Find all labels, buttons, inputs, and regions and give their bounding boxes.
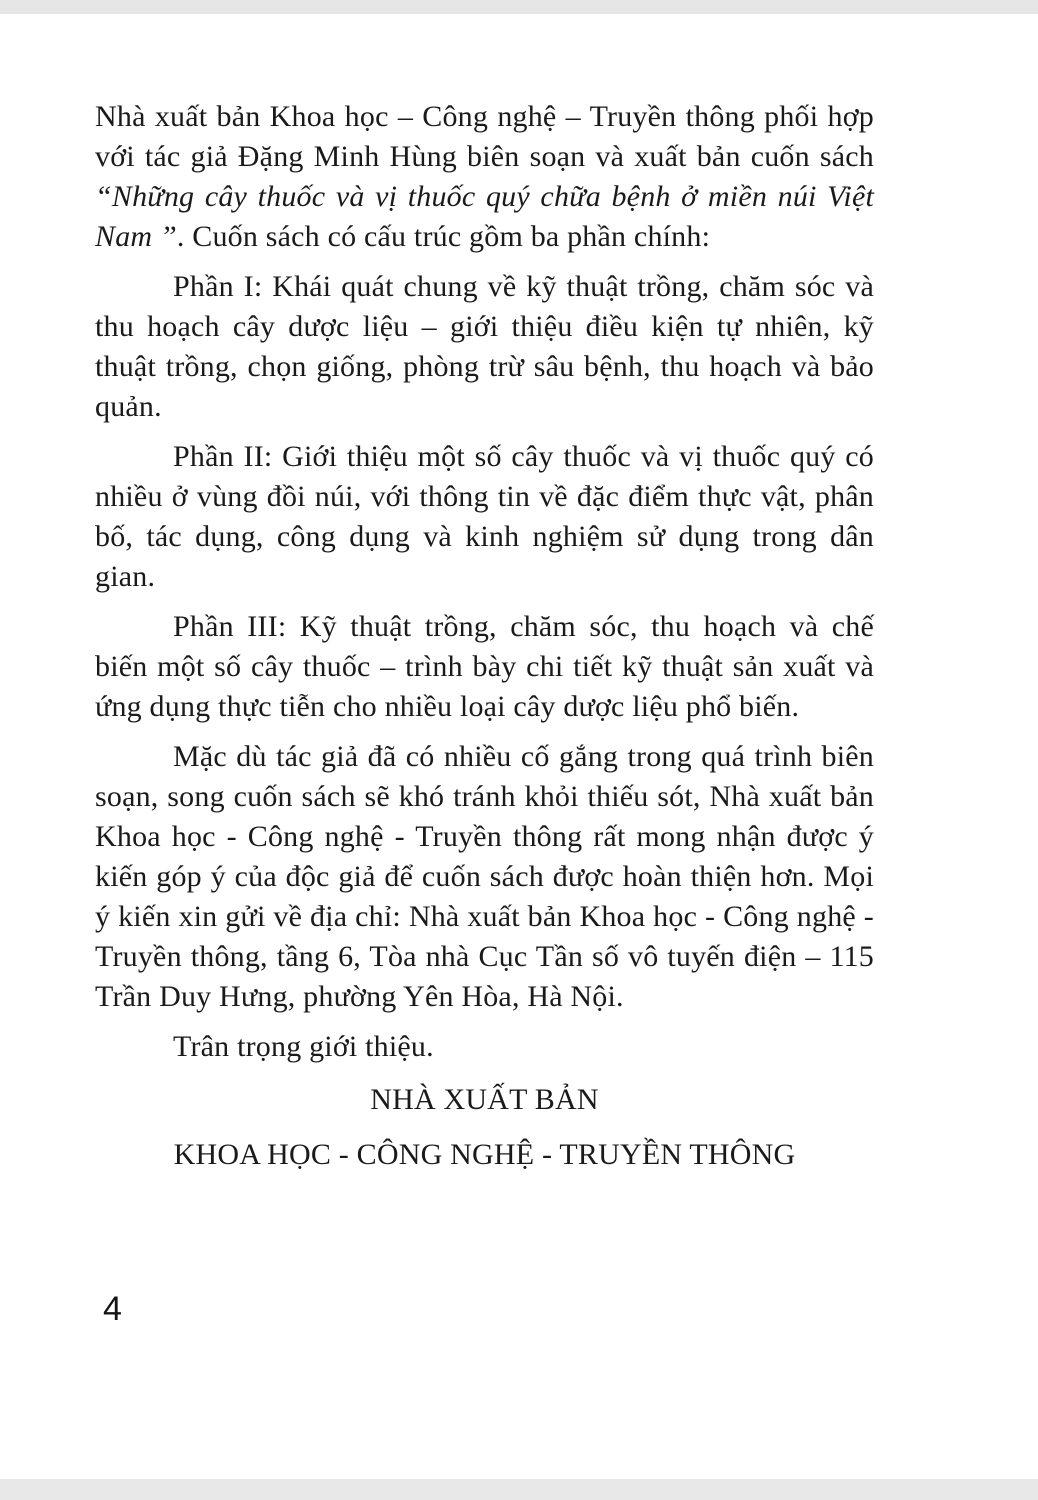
- intro-after-title: . Cuốn sách có cấu trúc gồm ba phần chính:: [176, 220, 711, 253]
- paragraph-part-1: Phần I: Khái quát chung về kỹ thuật trồng, chăm sóc và thu hoạch cây dược liệu – giới thiệu điều kiện tự nhiên, kỹ thuật trồng, chọn giống, phòng trừ sâu bệnh, thu hoạch và bảo quản.: [95, 270, 874, 423]
- regards-line: Trân trọng giới thiệu.: [173, 1030, 434, 1063]
- book-title-italic: “Những cây thuốc và vị thuốc quý chữa bệnh ở miền núi Việt Nam ”: [95, 180, 874, 253]
- scan-edge-top: [0, 0, 1038, 14]
- scan-edge-bottom: [0, 1479, 1038, 1500]
- paragraph-part-3: Phần III: Kỹ thuật trồng, chăm sóc, thu hoạch và chế biến một số cây thuốc – trình bày chi tiết kỹ thuật sản xuất và ứng dụng thực tiễn cho nhiều loại cây dược liệu phổ biến.: [95, 610, 874, 723]
- page-number: 4: [103, 1290, 122, 1328]
- publisher-signoff-line-1: NHÀ XUẤT BẢN: [370, 1083, 599, 1116]
- paragraph-closing: Mặc dù tác giả đã có nhiều cố gắng trong quá trình biên soạn, song cuốn sách sẽ khó tránh khỏi thiếu sót, Nhà xuất bản Khoa học - Công nghệ - Truyền thông rất mong nhận được ý kiến góp ý của độc giả để cuốn sách được hoàn thiện hơn. Mọi ý kiến xin gửi về địa chỉ: Nhà xuất bản Khoa học - Công nghệ - Truyền thông, tầng 6, Tòa nhà Cục Tần số vô tuyến điện – 115 Trần Duy Hưng, phường Yên Hòa, Hà Nội.: [95, 740, 874, 1013]
- page-body-text: [95, 97, 874, 1187]
- paragraph-intro: [95, 97, 874, 257]
- paragraph-part-2: Phần II: Giới thiệu một số cây thuốc và vị thuốc quý có nhiều ở vùng đồi núi, với thông tin về đặc điểm thực vật, phân bố, tác dụng, công dụng và kinh nghiệm sử dụng trong dân gian.: [95, 440, 874, 593]
- intro-before-title: Nhà xuất bản Khoa học – Công nghệ – Truyền thông phối hợp với tác giả Đặng Minh Hùng biên soạn và xuất bản cuốn sách: [95, 100, 874, 173]
- publisher-signoff-line-2: KHOA HỌC - CÔNG NGHỆ - TRUYỀN THÔNG: [173, 1138, 796, 1171]
